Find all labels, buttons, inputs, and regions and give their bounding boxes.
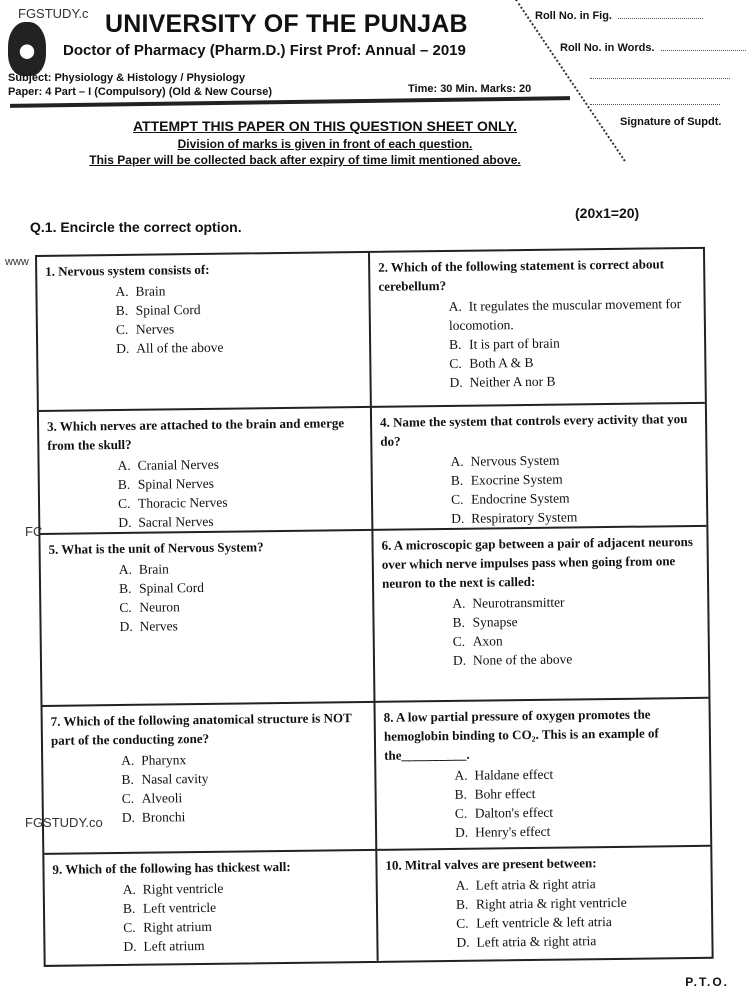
option-text: Synapse: [472, 614, 518, 630]
option-letter: C.: [450, 491, 464, 507]
option-letter: B.: [121, 771, 134, 787]
question-cell: [370, 249, 705, 408]
option-letter: B.: [449, 336, 462, 352]
option-letter: B.: [115, 302, 129, 319]
option-text: Neuron: [139, 599, 180, 615]
option-text: Bronchi: [141, 809, 186, 825]
option-letter: A.: [115, 283, 129, 300]
option-text: None of the above: [472, 651, 573, 668]
option-text: Thoracic Nerves: [137, 494, 228, 511]
question-text: 2. Which of the following statement is correct about cerebellum?: [378, 256, 665, 294]
option-text: Pharynx: [141, 752, 187, 768]
option-text: Left atria & right atria: [475, 876, 596, 893]
answer-option[interactable]: [451, 506, 698, 528]
option-letter: C.: [119, 599, 132, 615]
option-text: Axon: [472, 633, 503, 649]
question-cell: [375, 699, 710, 851]
question-cell: [39, 408, 373, 535]
option-text: Bohr effect: [474, 785, 536, 802]
option-letter: A.: [121, 752, 135, 768]
option-letter: B.: [122, 900, 136, 916]
time-marks: Time: 30 Min. Marks: 20: [408, 83, 532, 95]
instruction-2: Division of marks is given in front of each question.: [177, 137, 473, 151]
university-title: UNIVERSITY OF THE PUNJAB: [105, 10, 468, 38]
blank-line: [590, 78, 730, 79]
option-letter: D.: [116, 340, 130, 357]
question-cell: [40, 531, 375, 707]
option-text: Neither A nor B: [469, 373, 556, 390]
section-marks: (20x1=20): [575, 205, 640, 221]
option-text: Left atrium: [143, 937, 205, 954]
option-text: Left atria & right atria: [476, 933, 597, 950]
option-text: Brain: [138, 561, 169, 577]
option-letter: A.: [450, 453, 464, 469]
option-text: Respiratory System: [471, 509, 578, 526]
question-text: 7. Which of the following anatomical structure is NOT part of the conducting zone?: [50, 710, 352, 748]
option-text: Cranial Nerves: [137, 456, 220, 473]
instruction-1: ATTEMPT THIS PAPER ON THIS QUESTION SHEET ONLY.: [132, 118, 517, 134]
option-text: Nerves: [135, 321, 175, 337]
option-letter: B.: [450, 472, 464, 488]
roll-no-words-field: [560, 42, 746, 54]
answer-option[interactable]: [118, 510, 363, 532]
option-letter: C.: [115, 321, 129, 338]
option-text: Brain: [135, 283, 166, 299]
answer-option[interactable]: [119, 614, 364, 636]
option-letter: D.: [452, 652, 467, 668]
option-text: Alveoli: [141, 790, 183, 806]
question-text: 10. Mitral valves are present between:: [385, 855, 597, 873]
option-letter: D.: [118, 514, 132, 531]
option-text: It is part of brain: [469, 335, 560, 352]
instruction-3: This Paper will be collected back after expiry of time limit mentioned above.: [89, 153, 521, 167]
option-letter: A.: [122, 881, 136, 897]
signature-line: [590, 104, 720, 105]
question-text: 9. Which of the following has thickest wall:: [52, 858, 291, 877]
signature-label: Signature of Supdt.: [620, 116, 722, 128]
option-text: Right ventricle: [142, 880, 224, 897]
question-cell: [372, 404, 706, 531]
option-letter: D.: [449, 374, 463, 390]
option-letter: D.: [119, 618, 133, 634]
option-letter: D.: [121, 809, 136, 825]
question-cell: [37, 253, 372, 412]
watermark: FGSTUDY.c: [18, 6, 89, 21]
option-text: It regulates the muscular movement for locomotion.: [448, 296, 682, 333]
option-text: Both A & B: [469, 354, 534, 371]
question-text: 3. Which nerves are attached to the brain and emerge from the skull?: [47, 415, 345, 453]
option-text: Henry's effect: [474, 823, 551, 840]
questions-grid: [35, 247, 714, 967]
question-cell: [44, 851, 378, 965]
question-cell: [373, 527, 708, 703]
answer-option[interactable]: [449, 294, 696, 335]
option-text: Right atria & right ventricle: [475, 894, 627, 912]
section-label: Q.1. Encircle the correct option.: [30, 219, 242, 235]
option-letter: A.: [117, 457, 131, 474]
option-text: Spinal Nerves: [137, 475, 215, 492]
option-text: Nerves: [139, 618, 178, 634]
option-text: Exocrine System: [470, 471, 563, 488]
option-text: Right atrium: [143, 918, 212, 935]
option-text: Haldane effect: [474, 766, 554, 783]
answer-option[interactable]: [449, 370, 696, 392]
option-letter: D.: [451, 510, 465, 526]
question-text: 6. A microscopic gap between a pair of adjacent neurons over which nerve impulses pass when going from one neuron to the next is called:: [381, 533, 693, 591]
option-text: Left ventricle & left atria: [476, 914, 612, 931]
option-letter: D.: [456, 934, 470, 950]
option-letter: C.: [454, 805, 468, 821]
option-letter: D.: [123, 938, 137, 954]
option-letter: B.: [117, 476, 131, 493]
university-seal-icon: [8, 22, 46, 76]
option-letter: C.: [452, 633, 466, 649]
option-text: Neurotransmitter: [472, 594, 565, 611]
program-title: Doctor of Pharmacy (Pharm.D.) First Prof: Annual – 2019: [63, 42, 466, 59]
answer-option[interactable]: [456, 930, 703, 952]
question-cell: [377, 847, 711, 961]
watermark: www: [5, 256, 29, 268]
roll-no-fig-field: [535, 10, 703, 22]
watermark: FC: [25, 524, 43, 539]
option-letter: A.: [448, 298, 462, 314]
option-letter: A.: [455, 877, 469, 893]
watermark: FGSTUDY.co: [25, 815, 103, 830]
option-letter: A.: [452, 595, 466, 611]
option-text: Dalton's effect: [474, 804, 554, 821]
option-letter: B.: [118, 580, 132, 596]
option-text: Endocrine System: [470, 490, 570, 507]
answer-option[interactable]: [123, 934, 368, 956]
paper-line: Paper: 4 Part – I (Compulsory) (Old & New Course): [8, 86, 273, 98]
option-letter: A.: [454, 767, 468, 783]
answer-option[interactable]: [453, 648, 700, 670]
question-text: 4. Name the system that controls every activity that you do?: [379, 411, 688, 449]
option-letter: C.: [121, 790, 135, 806]
option-text: Spinal Cord: [135, 301, 201, 318]
option-text: Sacral Nerves: [138, 513, 214, 530]
answer-option[interactable]: [122, 805, 367, 827]
question-text: 5. What is the unit of Nervous System?: [48, 539, 264, 557]
option-letter: B.: [455, 896, 469, 912]
question-cell: [43, 703, 378, 855]
subject-line: Subject: Physiology & Histology / Physiology: [8, 72, 246, 84]
question-text: 8. A low partial pressure of oxygen promotes the hemoglobin binding to CO₂. This is an example of the__________.: [383, 706, 659, 763]
option-text: Nasal cavity: [141, 770, 209, 787]
option-letter: C.: [449, 355, 462, 371]
pto-label: P.T.O.: [685, 975, 729, 989]
option-letter: B.: [452, 614, 466, 630]
option-letter: C.: [117, 495, 131, 512]
roll-no-fig-label: Roll No. in Fig.: [535, 10, 612, 22]
option-text: Left ventricle: [142, 899, 217, 916]
option-text: All of the above: [136, 339, 224, 356]
option-letter: A.: [118, 561, 133, 577]
roll-no-words-label: Roll No. in Words.: [560, 42, 655, 54]
answer-option[interactable]: [116, 336, 361, 358]
option-letter: D.: [454, 824, 469, 840]
option-text: Nervous System: [470, 452, 560, 469]
answer-option[interactable]: [455, 820, 702, 842]
question-text: 1. Nervous system consists of:: [45, 261, 210, 279]
option-letter: C.: [456, 915, 469, 931]
option-letter: B.: [454, 786, 468, 802]
option-letter: C.: [123, 919, 136, 935]
option-text: Spinal Cord: [138, 579, 205, 596]
